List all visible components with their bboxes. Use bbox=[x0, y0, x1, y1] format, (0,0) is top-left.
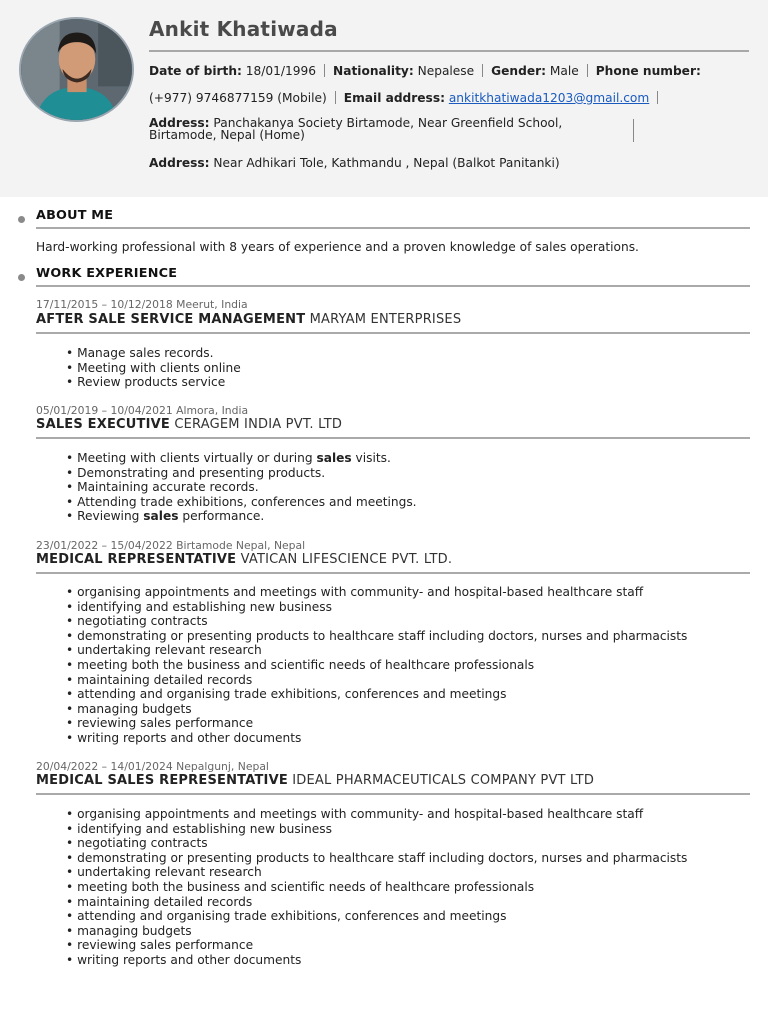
job-date-location: 23/01/2022 – 15/04/2022 Birtamode Nepal, Nepal bbox=[36, 539, 306, 552]
nationality-value: Nepalese bbox=[417, 64, 475, 78]
list-item-text: Meeting with clients virtually or during bbox=[77, 451, 317, 465]
work-section-title: WORK EXPERIENCE bbox=[36, 266, 178, 281]
list-item-text: Reviewing bbox=[77, 509, 144, 524]
job-date-location: 05/01/2019 – 10/04/2021 Almora, India bbox=[36, 404, 249, 417]
list-item: • attending and organising trade exhibitions, conferences and meetings bbox=[66, 909, 687, 924]
separator bbox=[482, 64, 483, 77]
about-text: Hard-working professional with 8 years of experience and a proven knowledge of sales operations. bbox=[36, 240, 639, 254]
job-divider bbox=[36, 572, 750, 574]
email-label: Email address: bbox=[343, 91, 445, 105]
job-date-location: 17/11/2015 – 10/12/2018 Meerut, India bbox=[36, 298, 248, 311]
list-item: • maintaining detailed records bbox=[66, 673, 687, 688]
profile-photo bbox=[21, 19, 132, 120]
job-heading bbox=[36, 312, 461, 327]
job-company: IDEAL PHARMACEUTICALS COMPANY PVT LTD bbox=[292, 773, 595, 788]
list-item: • demonstrating or presenting products to healthcare staff including doctors, nurses and pharmacists bbox=[66, 851, 687, 866]
job-date-location: 20/04/2022 – 14/01/2024 Nepalgunj, Nepal bbox=[36, 760, 269, 773]
list-item: • identifying and establishing new business bbox=[66, 600, 687, 615]
list-item bbox=[66, 451, 417, 466]
list-item: • managing budgets bbox=[66, 702, 687, 717]
job-title: MEDICAL SALES REPRESENTATIVE bbox=[36, 773, 288, 788]
section-divider bbox=[36, 285, 750, 287]
list-item: • Demonstrating and presenting products. bbox=[66, 466, 417, 481]
list-item: • identifying and establishing new business bbox=[66, 822, 687, 837]
list-item: • meeting both the business and scientific needs of healthcare professionals bbox=[66, 880, 687, 895]
nationality-label: Nationality: bbox=[333, 64, 414, 78]
job-duties-list bbox=[66, 807, 687, 968]
job-title: SALES EXECUTIVE bbox=[36, 417, 171, 432]
job-company: MARYAM ENTERPRISES bbox=[309, 312, 462, 327]
job-duties-list bbox=[66, 585, 687, 746]
list-item: • Manage sales records. bbox=[66, 346, 241, 361]
list-item: • organising appointments and meetings with community- and hospital-based healthcare staff bbox=[66, 807, 687, 822]
list-item: • undertaking relevant research bbox=[66, 865, 687, 880]
address-secondary bbox=[149, 156, 560, 170]
address-secondary-value: Near Adhikari Tole, Kathmandu , Nepal (Balkot Panitanki) bbox=[213, 156, 560, 170]
job-company: CERAGEM INDIA PVT. LTD bbox=[174, 417, 343, 432]
job-duties-list bbox=[66, 451, 417, 524]
phone-label: Phone number: bbox=[595, 64, 701, 78]
gender-label: Gender: bbox=[491, 64, 546, 78]
separator bbox=[324, 64, 325, 77]
list-item: • attending and organising trade exhibitions, conferences and meetings bbox=[66, 687, 687, 702]
job-divider bbox=[36, 793, 750, 795]
job-heading bbox=[36, 417, 342, 432]
personal-info-line-1 bbox=[149, 64, 701, 78]
list-item: • Meeting with clients online bbox=[66, 361, 241, 376]
job-divider bbox=[36, 437, 750, 439]
list-item: • negotiating contracts bbox=[66, 836, 687, 851]
list-item: • Review products service bbox=[66, 375, 241, 390]
email-link[interactable]: ankitkhatiwada1203@gmail.com bbox=[448, 91, 650, 105]
list-item: • undertaking relevant research bbox=[66, 643, 687, 658]
dob-value: 18/01/1996 bbox=[245, 64, 317, 78]
list-item bbox=[66, 509, 417, 524]
gender-value: Male bbox=[549, 64, 579, 78]
list-item: • writing reports and other documents bbox=[66, 953, 687, 968]
name-divider bbox=[149, 50, 749, 52]
list-item: • maintaining detailed records bbox=[66, 895, 687, 910]
list-item: • managing budgets bbox=[66, 924, 687, 939]
address-home-value: Panchakanya Society Birtamode, Near Greenfield School, Birtamode, Nepal (Home) bbox=[149, 116, 563, 142]
full-name: Ankit Khatiwada bbox=[149, 17, 338, 41]
section-bullet-icon bbox=[18, 216, 25, 223]
avatar bbox=[19, 17, 134, 122]
job-divider bbox=[36, 332, 750, 334]
job-title: MEDICAL REPRESENTATIVE bbox=[36, 552, 237, 567]
separator bbox=[587, 64, 588, 77]
list-item: • Attending trade exhibitions, conferences and meetings. bbox=[66, 495, 417, 510]
list-item-text: visits. bbox=[351, 451, 391, 465]
dob-label: Date of birth: bbox=[149, 64, 242, 78]
job-title: AFTER SALE SERVICE MANAGEMENT bbox=[36, 312, 306, 327]
separator bbox=[657, 91, 658, 104]
separator bbox=[633, 119, 634, 142]
personal-info-line-2 bbox=[149, 91, 666, 105]
list-item: • organising appointments and meetings with community- and hospital-based healthcare staff bbox=[66, 585, 687, 600]
list-item: • writing reports and other documents bbox=[66, 731, 687, 746]
address-label: Address: bbox=[149, 156, 210, 170]
address-label: Address: bbox=[149, 116, 210, 130]
job-company: VATICAN LIFESCIENCE PVT. LTD. bbox=[240, 552, 453, 567]
list-item: • reviewing sales performance bbox=[66, 716, 687, 731]
list-item-keyword: sales bbox=[143, 509, 179, 524]
list-item: • reviewing sales performance bbox=[66, 938, 687, 953]
job-duties-list bbox=[66, 346, 241, 390]
job-heading bbox=[36, 552, 452, 567]
about-section-title: ABOUT ME bbox=[36, 208, 114, 223]
section-bullet-icon bbox=[18, 274, 25, 281]
section-divider bbox=[36, 227, 750, 229]
job-heading bbox=[36, 773, 594, 788]
list-item-keyword: sales bbox=[316, 451, 352, 465]
list-item: • demonstrating or presenting products to healthcare staff including doctors, nurses and pharmacists bbox=[66, 629, 687, 644]
address-home bbox=[149, 117, 629, 141]
separator bbox=[335, 91, 336, 104]
list-item-text: performance. bbox=[178, 509, 265, 524]
list-item: • meeting both the business and scientific needs of healthcare professionals bbox=[66, 658, 687, 673]
list-item: • Maintaining accurate records. bbox=[66, 480, 417, 495]
phone-value: (+977) 9746877159 (Mobile) bbox=[149, 91, 327, 105]
list-item: • negotiating contracts bbox=[66, 614, 687, 629]
